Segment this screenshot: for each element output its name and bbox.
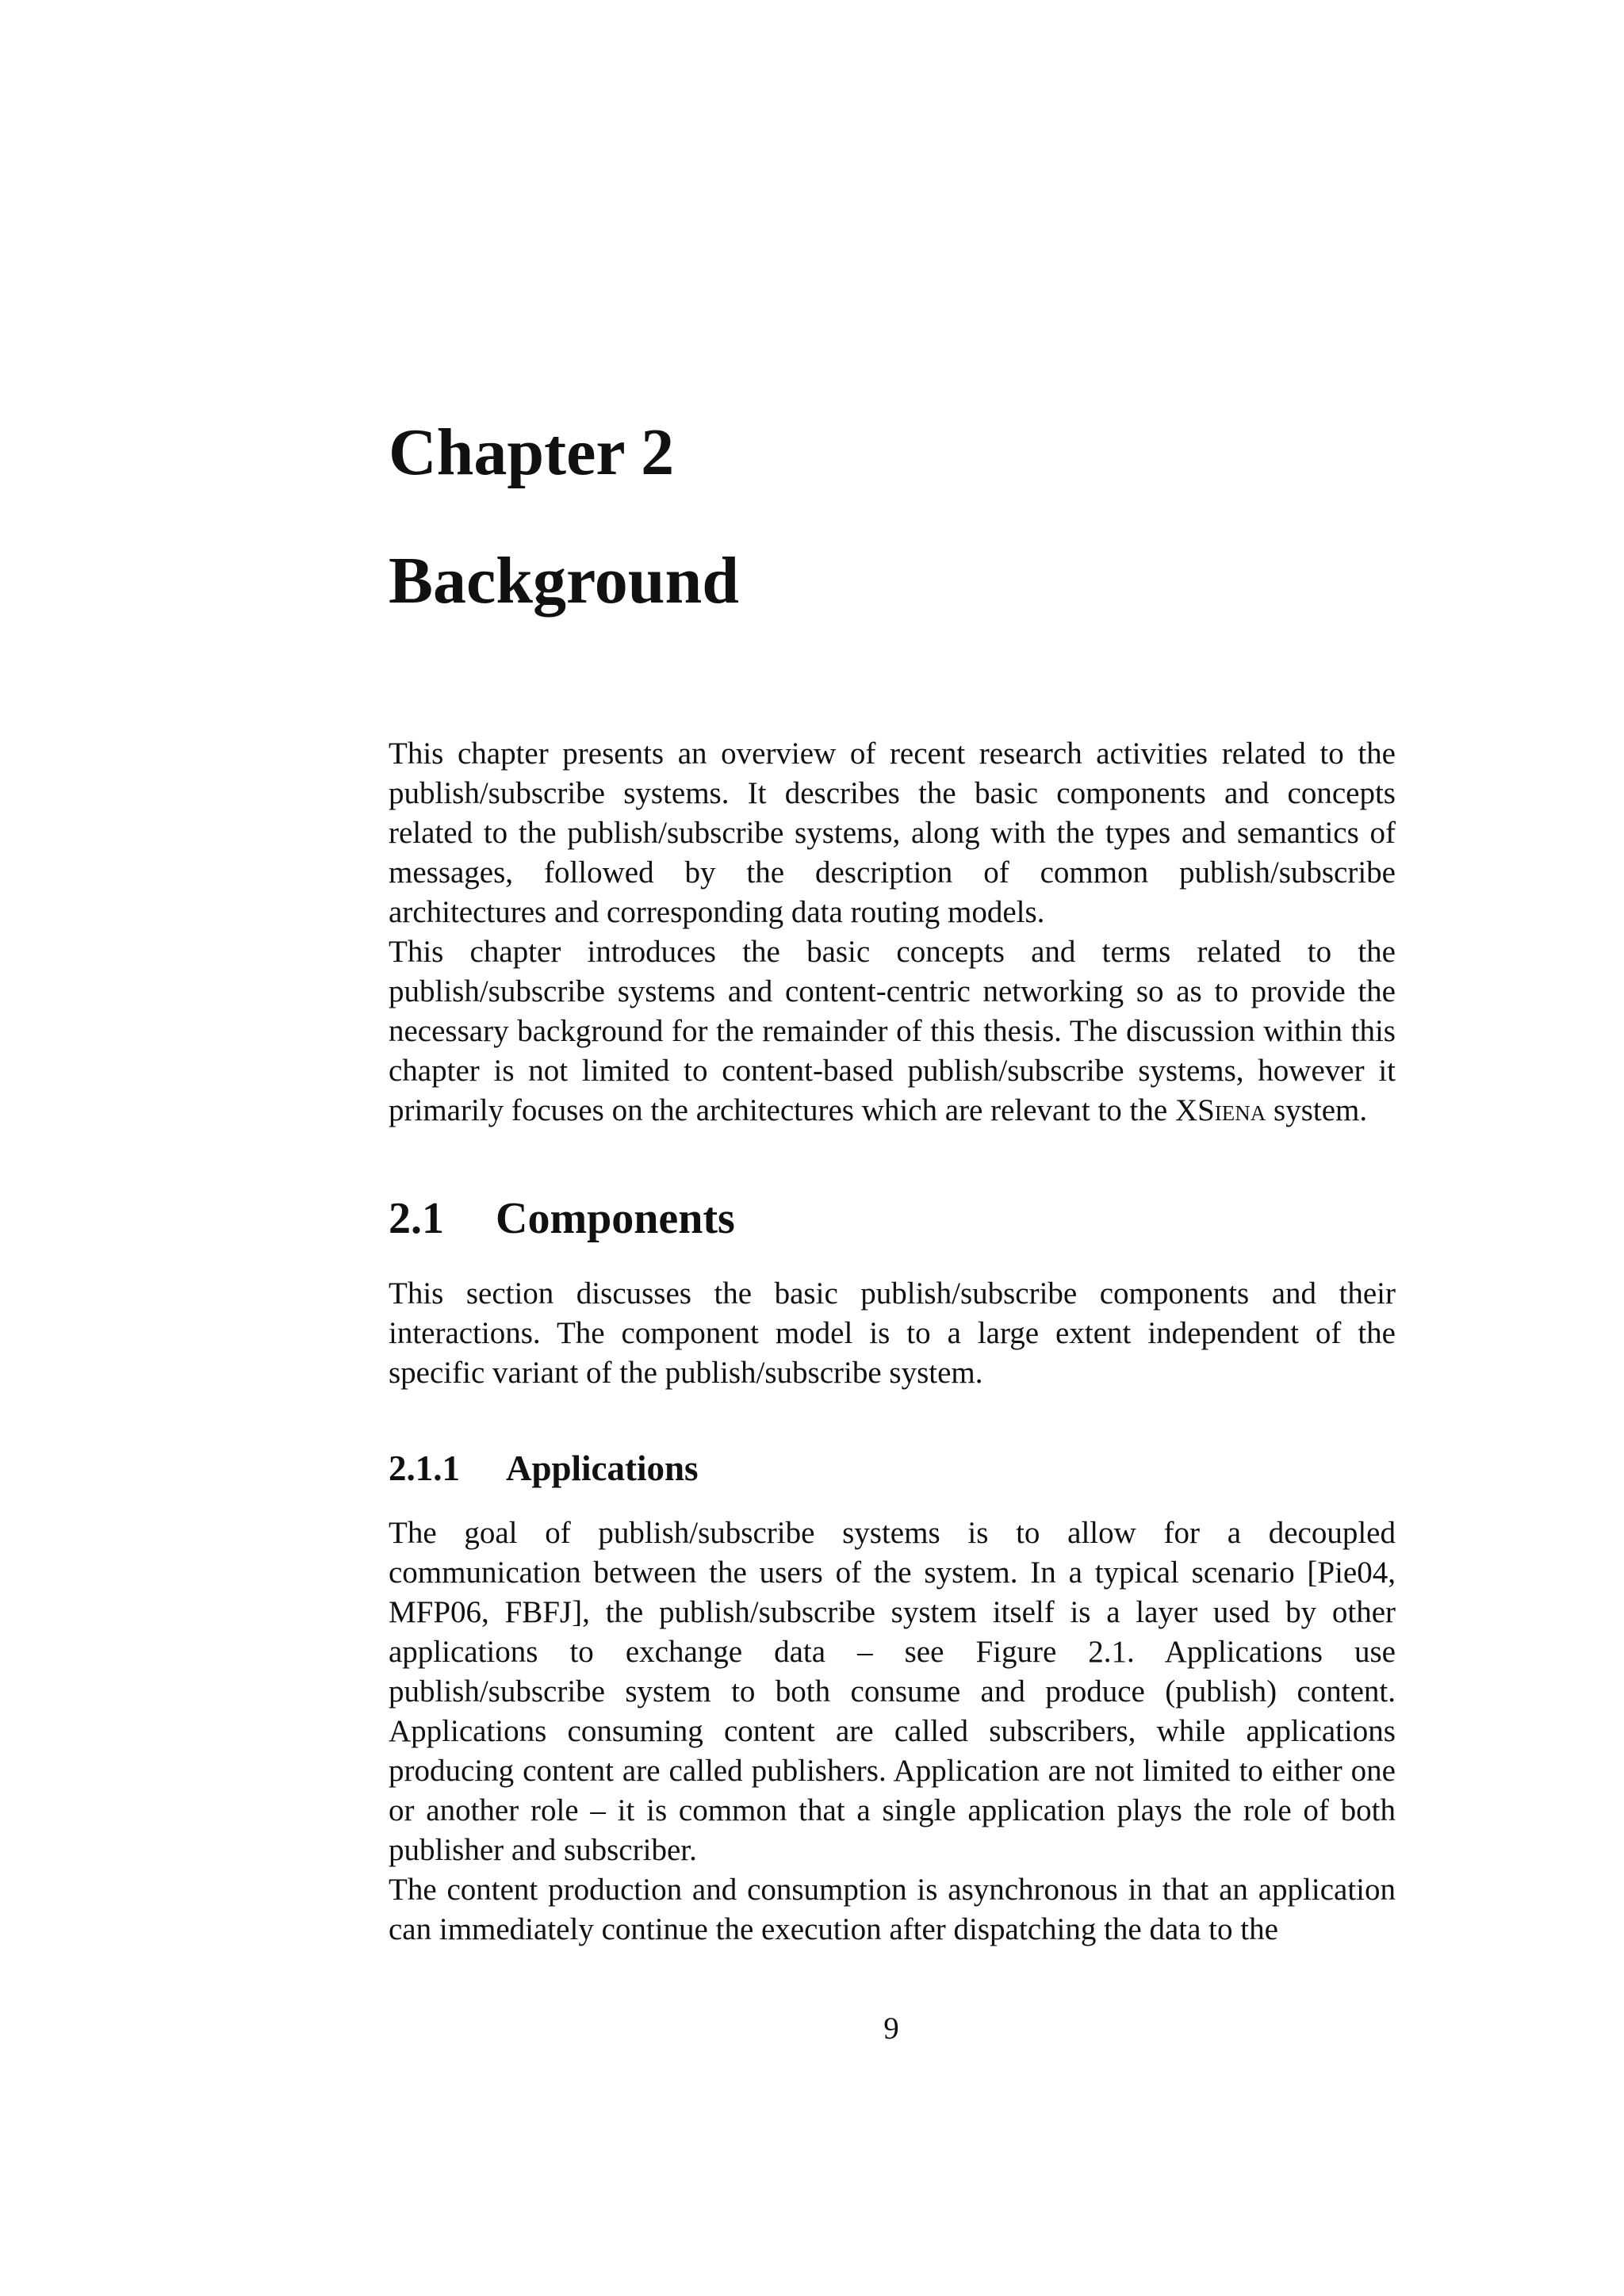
- intro-paragraph-1: This chapter presents an overview of recent research activities related to the publish/subscribe systems. It describes the basic components and concepts related to the publish/subscribe systems, along with the types and semantics of messages, followed by the description of common publish/subscribe architectures and corresponding data routing models.: [389, 736, 1396, 929]
- chapter-label: Chapter 2: [389, 415, 675, 489]
- applications-paragraph-1: The goal of publish/subscribe systems is to allow for a decoupled communication between the users of the system. In a typical scenario [Pie04, MFP06, FBFJ], the publish/subscribe system itself is a layer used by other applications to exchange data – see Figure 2.1. Applications use publish/subscribe system to both consume and produce (publish) content. Applications consuming content are called subscribers, while applications producing content are called publishers. Application are not limited to either one or another role – it is common that a single application plays the role of both publisher and subscriber.: [389, 1515, 1396, 1867]
- section-heading-components: [389, 1192, 1396, 1246]
- section-number: 2.1: [389, 1193, 444, 1243]
- subsection-heading-applications: [389, 1447, 1396, 1490]
- intro-paragraph-2: [389, 932, 1396, 1131]
- section-title: Components: [496, 1193, 735, 1243]
- intro-paragraph-2-text-end: system.: [1266, 1093, 1368, 1127]
- subsection-title: Applications: [506, 1448, 699, 1488]
- intro-paragraph-2-text-start: This chapter introduces the basic concepts and terms related to the publish/subscribe systems and content-centric networking so as to provide the necessary background for the remainder of this thesis. The discussion within this chapter is not limited to content-based publish/subscribe systems, however it primarily focuses on the architectures which are relevant to the: [389, 934, 1396, 1127]
- chapter-title: Background: [389, 544, 739, 618]
- page-content: [389, 416, 1396, 1950]
- components-paragraph: This section discusses the basic publish/subscribe components and their interactions. The component model is to a large extent independent of the specific variant of the publish/subscribe system.: [389, 1276, 1396, 1390]
- applications-paragraph-2: The content production and consumption is asynchronous in that an application can immediately continue the execution after dispatching the data to the: [389, 1872, 1396, 1946]
- subsection-number: 2.1.1: [389, 1448, 460, 1488]
- page-number: 9: [883, 2011, 899, 2045]
- system-name: XSiena: [1174, 1093, 1266, 1127]
